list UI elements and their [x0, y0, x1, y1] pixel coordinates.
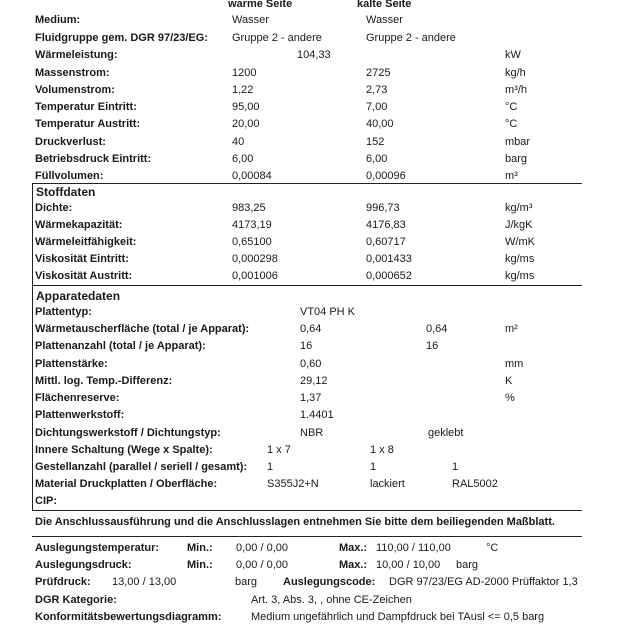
- temp-austritt-warm: 20,00: [232, 118, 260, 130]
- konformitaet-label: Konformitätsbewertungsdiagramm:: [35, 611, 222, 623]
- temp-eintritt-warm: 95,00: [232, 101, 260, 113]
- dichtungstyp-value: geklebt: [428, 427, 464, 439]
- temp-austritt-unit: °C: [505, 118, 518, 130]
- viskositaet-eintritt-label: Viskosität Eintritt:: [35, 253, 129, 265]
- pruefdruck-label: Prüfdruck:: [35, 576, 91, 588]
- temp-unit: °C: [486, 542, 499, 554]
- pruefdruck-value: 13,00 / 13,00: [112, 576, 177, 588]
- fluidgruppe-cold: Gruppe 2 - andere: [366, 32, 456, 44]
- temp-eintritt-cold: 7,00: [366, 101, 388, 113]
- druckverlust-label: Druckverlust:: [35, 136, 106, 148]
- gestell-parallel: 1: [267, 461, 274, 473]
- druck-max-label: Max.:: [339, 559, 368, 571]
- schaltung-cold: 1 x 8: [370, 444, 394, 456]
- waermeleitfaehigkeit-warm: 0,65100: [232, 236, 272, 248]
- farbe-value: RAL5002: [452, 478, 498, 490]
- viskositaet-austritt-label: Viskosität Austritt:: [35, 270, 133, 282]
- auslegungstemperatur-label: Auslegungstemperatur:: [35, 542, 160, 554]
- medium-cold: Wasser: [366, 14, 403, 26]
- stoffdaten-left-border: [32, 183, 33, 285]
- viskositaet-austritt-unit: kg/ms: [505, 270, 535, 282]
- apparatedaten-left-border: [32, 285, 33, 510]
- flaeche-unit: m²: [505, 323, 518, 335]
- viskositaet-eintritt-unit: kg/ms: [505, 253, 535, 265]
- volumenstrom-cold: 2,73: [366, 84, 388, 96]
- auslegungscode-value: DGR 97/23/EG AD-2000 Prüffaktor 1,3: [389, 576, 578, 588]
- volumenstrom-label: Volumenstrom:: [35, 84, 115, 96]
- mtd-value: 29,12: [300, 375, 328, 387]
- medium-warm: Wasser: [232, 14, 269, 26]
- apparatedaten-title: Apparatedaten: [36, 289, 121, 303]
- oberflaeche-value: lackiert: [370, 478, 405, 490]
- volumenstrom-unit: m³/h: [505, 84, 527, 96]
- waermeleitfaehigkeit-cold: 0,60717: [366, 236, 406, 248]
- gestell-seriell: 1: [370, 461, 377, 473]
- massenstrom-unit: kg/h: [505, 67, 526, 79]
- fuellvolumen-label: Füllvolumen:: [35, 170, 104, 182]
- werkstoff-value: 1.4401: [300, 409, 334, 421]
- betriebsdruck-unit: barg: [505, 153, 528, 165]
- anzahl-je: 16: [426, 340, 439, 352]
- waermeleistung-unit: kW: [505, 49, 521, 61]
- warm-side-header: warme Seite: [228, 0, 293, 10]
- druckplatten-label: Material Druckplatten / Oberfläche:: [35, 478, 218, 490]
- massenstrom-label: Massenstrom:: [35, 67, 110, 79]
- connection-note: Die Anschlussausführung und die Anschlusslagen entnehmen Sie bitte dem beiliegenden Maßblatt.: [35, 516, 555, 528]
- dgr-kategorie-label: DGR Kategorie:: [35, 594, 117, 606]
- staerke-unit: mm: [505, 358, 524, 370]
- plattentyp-value: VT04 PH K: [300, 306, 356, 318]
- waermeleitfaehigkeit-unit: W/mK: [505, 236, 535, 248]
- waermeleistung-value: 104,33: [297, 49, 331, 61]
- temp-max-value: 110,00 / 110,00: [376, 542, 451, 554]
- fuellvolumen-cold: 0,00096: [366, 170, 406, 182]
- betriebsdruck-label: Betriebsdruck Eintritt:: [35, 153, 152, 165]
- waermekapazitaet-cold: 4176,83: [366, 219, 406, 231]
- waermeleitfaehigkeit-label: Wärmeleitfähigkeit:: [35, 236, 137, 248]
- druckplatten-value: S355J2+N: [267, 478, 319, 490]
- waermekapazitaet-warm: 4173,19: [232, 219, 272, 231]
- flaeche-total: 0,64: [300, 323, 322, 335]
- druckverlust-cold: 152: [366, 136, 385, 148]
- medium-label: Medium:: [35, 14, 81, 26]
- viskositaet-austritt-warm: 0,001006: [232, 270, 278, 282]
- reserve-label: Flächenreserve:: [35, 392, 120, 404]
- flaeche-label: Wärmetauscherfläche (total / je Apparat):: [35, 323, 250, 335]
- schaltung-warm: 1 x 7: [267, 444, 291, 456]
- divider-stoffdaten: [32, 183, 582, 184]
- fluidgruppe-label: Fluidgruppe gem. DGR 97/23/EG:: [35, 32, 208, 44]
- anzahl-label: Plattenanzahl (total / je Apparat):: [35, 340, 206, 352]
- temp-eintritt-unit: °C: [505, 101, 518, 113]
- divider-note: [32, 510, 582, 511]
- temp-max-label: Max.:: [339, 542, 368, 554]
- staerke-label: Plattenstärke:: [35, 358, 108, 370]
- fuellvolumen-unit: m³: [505, 170, 518, 182]
- dichte-label: Dichte:: [35, 202, 73, 214]
- waermekapazitaet-label: Wärmekapazität:: [35, 219, 123, 231]
- werkstoff-label: Plattenwerkstoff:: [35, 409, 125, 421]
- divider-apparatedaten: [32, 285, 582, 286]
- stoffdaten-title: Stoffdaten: [36, 185, 96, 199]
- dgr-kategorie-value: Art. 3, Abs. 3, , ohne CE-Zeichen: [251, 594, 412, 606]
- cip-label: CIP:: [35, 495, 57, 507]
- temp-austritt-label: Temperatur Austritt:: [35, 118, 141, 130]
- reserve-value: 1,37: [300, 392, 322, 404]
- schaltung-label: Innere Schaltung (Wege x Spalte):: [35, 444, 213, 456]
- temp-austritt-cold: 40,00: [366, 118, 394, 130]
- dichte-warm: 983,25: [232, 202, 266, 214]
- flaeche-je: 0,64: [426, 323, 448, 335]
- plattentyp-label: Plattentyp:: [35, 306, 92, 318]
- anzahl-total: 16: [300, 340, 313, 352]
- gestell-label: Gestellanzahl (parallel / seriell / gesamt):: [35, 461, 248, 473]
- dichtung-label: Dichtungswerkstoff / Dichtungstyp:: [35, 427, 221, 439]
- temp-min-value: 0,00 / 0,00: [236, 542, 288, 554]
- waermeleistung-label: Wärmeleistung:: [35, 49, 118, 61]
- betriebsdruck-cold: 6,00: [366, 153, 388, 165]
- dichtung-value: NBR: [300, 427, 324, 439]
- massenstrom-warm: 1200: [232, 67, 257, 79]
- cold-side-header: kalte Seite: [357, 0, 412, 10]
- staerke-value: 0,60: [300, 358, 322, 370]
- mtd-unit: K: [505, 375, 513, 387]
- waermekapazitaet-unit: J/kgK: [505, 219, 533, 231]
- mtd-label: Mittl. log. Temp.-Differenz:: [35, 375, 173, 387]
- viskositaet-austritt-cold: 0,000652: [366, 270, 412, 282]
- fluidgruppe-warm: Gruppe 2 - andere: [232, 32, 322, 44]
- druck-min-value: 0,00 / 0,00: [236, 559, 288, 571]
- temp-min-label: Min.:: [187, 542, 213, 554]
- massenstrom-cold: 2725: [366, 67, 391, 79]
- druck-max-value: 10,00 / 10,00: [376, 559, 441, 571]
- volumenstrom-warm: 1,22: [232, 84, 254, 96]
- druck-unit: barg: [456, 559, 479, 571]
- pruefdruck-unit: barg: [235, 576, 258, 588]
- auslegungscode-label: Auslegungscode:: [283, 576, 376, 588]
- gestell-gesamt: 1: [452, 461, 459, 473]
- reserve-unit: %: [505, 392, 515, 404]
- druck-min-label: Min.:: [187, 559, 213, 571]
- auslegungsdruck-label: Auslegungsdruck:: [35, 559, 132, 571]
- viskositaet-eintritt-cold: 0,001433: [366, 253, 412, 265]
- druckverlust-unit: mbar: [505, 136, 531, 148]
- betriebsdruck-warm: 6,00: [232, 153, 254, 165]
- fuellvolumen-warm: 0,00084: [232, 170, 272, 182]
- druckverlust-warm: 40: [232, 136, 245, 148]
- temp-eintritt-label: Temperatur Eintritt:: [35, 101, 137, 113]
- viskositaet-eintritt-warm: 0,000298: [232, 253, 278, 265]
- dichte-unit: kg/m³: [505, 202, 533, 214]
- divider-design: [32, 536, 582, 537]
- konformitaet-value: Medium ungefährlich und Dampfdruck bei TAusl <= 0,5 barg: [251, 611, 545, 623]
- dichte-cold: 996,73: [366, 202, 400, 214]
